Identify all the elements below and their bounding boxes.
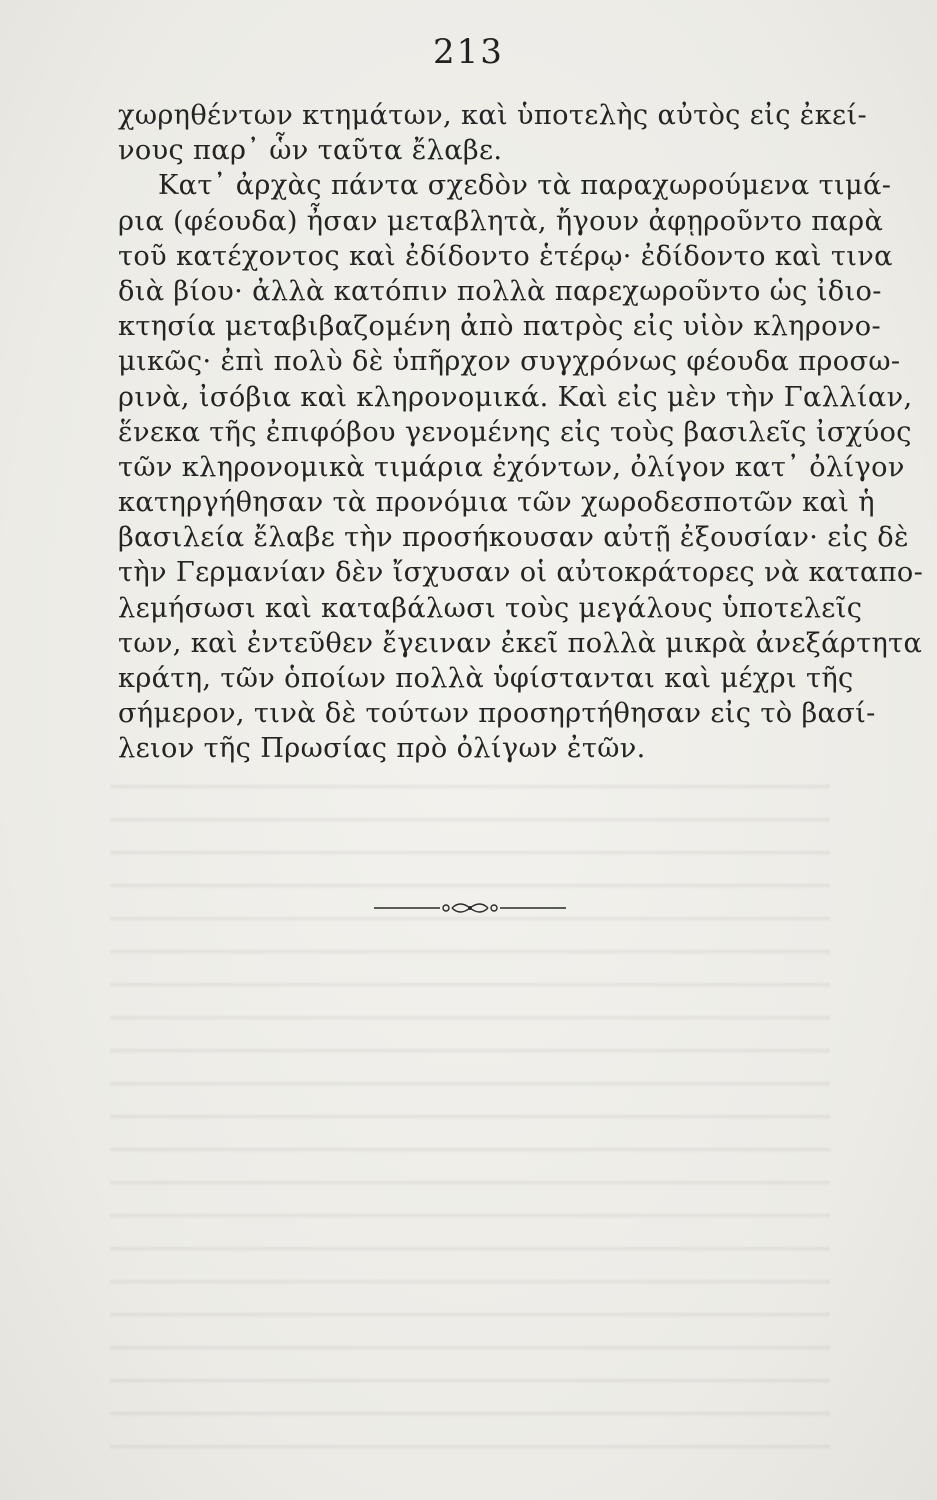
text-line: λειον τῆς Πρωσίας πρὸ ὀλίγων ἐτῶν. (118, 733, 646, 765)
divider-ornament-icon (370, 898, 570, 918)
text-line: μικῶς· ἐπὶ πολὺ δὲ ὑπῆρχον συγχρόνως φέουδα προσω- (118, 346, 901, 378)
text-line: βασιλεία ἔλαβε τὴν προσήκουσαν αὐτῇ ἐξουσίαν· εἰς δὲ (118, 522, 909, 554)
text-line: τῶν κληρονομικὰ τιμάρια ἐχόντων, ὀλίγον κατ᾽ ὀλίγον (118, 451, 905, 483)
text-line: ἕνεκα τῆς ἐπιφόβου γενομένης εἰς τοὺς βασιλεῖς ἰσχύος (118, 416, 912, 448)
text-line: νους παρ᾽ ὧν ταῦτα ἔλαβε. (118, 135, 503, 167)
text-line: ρια (φέουδα) ἦσαν μεταβλητὰ, ἤγουν ἀφῃροῦντο παρὰ (118, 205, 884, 237)
page-number: 213 (433, 32, 504, 72)
body-text (118, 98, 924, 767)
text-line: Κατ᾽ ἀρχὰς πάντα σχεδὸν τὰ παραχωρούμενα τιμά- (158, 170, 892, 202)
text-line: τὴν Γερμανίαν δὲν ἴσχυσαν οἱ αὐτοκράτορες νὰ καταπο- (118, 557, 924, 589)
text-line: κράτη, τῶν ὁποίων πολλὰ ὑφίστανται καὶ μέχρι τῆς (118, 663, 854, 694)
reverse-page-bleed-through (110, 770, 830, 1470)
text-line: διὰ βίου· ἀλλὰ κατόπιν πολλὰ παρεχωροῦντο ὡς ἰδιο- (118, 275, 882, 307)
text-line: των, καὶ ἐντεῦθεν ἔγειναν ἐκεῖ πολλὰ μικρὰ ἀνεξάρτητα (118, 627, 923, 659)
text-line: σήμερον, τινὰ δὲ τούτων προσηρτήθησαν εἰς τὸ βασί- (118, 698, 876, 730)
text-line: κατηργήθησαν τὰ προνόμια τῶν χωροδεσποτῶν καὶ ἡ (118, 487, 875, 519)
text-line: ρινὰ, ἰσόβια καὶ κληρονομικά. Καὶ εἰς μὲν τὴν Γαλλίαν, (118, 381, 913, 413)
text-line: λεμήσωσι καὶ καταβάλωσι τοὺς μεγάλους ὑποτελεῖς (118, 592, 863, 624)
text-line: τοῦ κατέχοντος καὶ ἐδίδοντο ἑτέρῳ· ἐδίδοντο καὶ τινα (118, 240, 893, 272)
text-line: χωρηθέντων κτημάτων, καὶ ὑποτελὴς αὐτὸς εἰς ἐκεί- (118, 100, 868, 131)
text-line: κτησία μεταβιβαζομένη ἀπὸ πατρὸς εἰς υἱὸν κληρονο- (118, 311, 881, 343)
